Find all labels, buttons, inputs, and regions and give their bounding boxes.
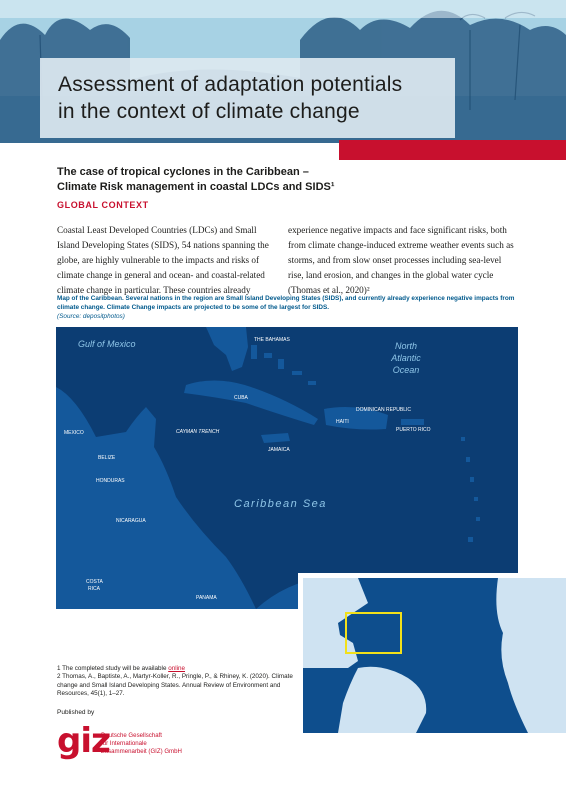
footnote-1-text: 1 The completed study will be available (57, 665, 169, 672)
gulf-of-mexico-label: Gulf of Mexico (78, 339, 136, 349)
title-line-2: in the context of climate change (58, 100, 360, 123)
bahamas-label: THE BAHAMAS (254, 337, 290, 343)
map-caption (57, 294, 519, 321)
atlantic-label-1: North (394, 341, 418, 351)
footnote-2: 2 Thomas, A., Baptiste, A., Martyr-Koller, R., Pringle, P., & Rhiney, K. (2020). Climate change and Small Island Developing States. Annual Review of Environment and Resources, 45(1), 1–27. (57, 673, 293, 697)
map-caption-source: (Source: depositphotos) (57, 313, 125, 320)
haiti-label: HAITI (336, 419, 349, 425)
giz-organization-name (101, 732, 241, 755)
jamaica-label: JAMAICA (268, 447, 290, 453)
accent-bar (339, 140, 566, 160)
org-line-1: Deutsche Gesellschaft (101, 732, 162, 739)
belize-label: BELIZE (98, 455, 116, 461)
inset-locator-map (298, 573, 566, 733)
footnotes (57, 665, 307, 698)
page-title (58, 71, 448, 125)
puerto-rico-landmass (401, 419, 424, 425)
giz-logo: giz (57, 721, 110, 761)
subtitle-line-2: Climate Risk management in coastal LDCs and SIDS¹ (57, 181, 335, 193)
atlantic-label-2: Atlantic (391, 353, 421, 363)
org-line-3: Zusammenarbeit (GIZ) GmbH (101, 747, 182, 755)
published-by-label: Published by (57, 709, 95, 716)
costa-rica-label-2: RICA (88, 586, 100, 592)
body-column-1: Coastal Least Developed Countries (LDCs) and Small Island Developing States (SIDS), 54 nations spanning the globe, are highly vulnerable to the impacts and risks of climate change in general and ocean- and coastal-related climate change in particular. These countries already (57, 225, 269, 295)
atlantic-label-3: Ocean (392, 365, 420, 375)
online-link[interactable]: online (168, 665, 186, 672)
honduras-label: HONDURAS (96, 478, 125, 484)
caribbean-map (56, 327, 518, 609)
map-caption-text: Map of the Caribbean. Several nations in the region are Small Island Developing States (SIDS), and currently already experience negative impacts from climate change. Climate Change impacts are projected to be some of the largest for SIDS. (57, 295, 515, 311)
puerto-rico-label: PUERTO RICO (396, 427, 431, 433)
mexico-label: MEXICO (64, 430, 84, 436)
cayman-trench-label: CAYMAN TRENCH (176, 429, 220, 435)
subtitle-line-1: The case of tropical cyclones in the Caribbean – (57, 166, 309, 178)
org-line-2: für Internationale (101, 739, 147, 747)
footnote-1 (57, 665, 307, 673)
panama-label: PANAMA (196, 595, 217, 601)
title-line-1: Assessment of adaptation potentials (58, 73, 403, 96)
costa-rica-label-1: COSTA (86, 579, 103, 585)
caribbean-sea-label: Caribbean Sea (234, 498, 327, 510)
nicaragua-label: NICARAGUA (116, 518, 146, 524)
body-column-2: experience negative impacts and face significant risks, both from climate change-induced extreme weather events such as storms, and from slow onset processes including sea-level rise, land erosion, and changes in the global water cycle (Thomas et al., 2020)² (288, 225, 514, 295)
dominican-republic-label: DOMINICAN REPUBLIC (356, 407, 412, 413)
section-heading: GLOBAL CONTEXT (57, 200, 149, 210)
subtitle (57, 165, 357, 195)
cuba-label: CUBA (234, 395, 248, 401)
